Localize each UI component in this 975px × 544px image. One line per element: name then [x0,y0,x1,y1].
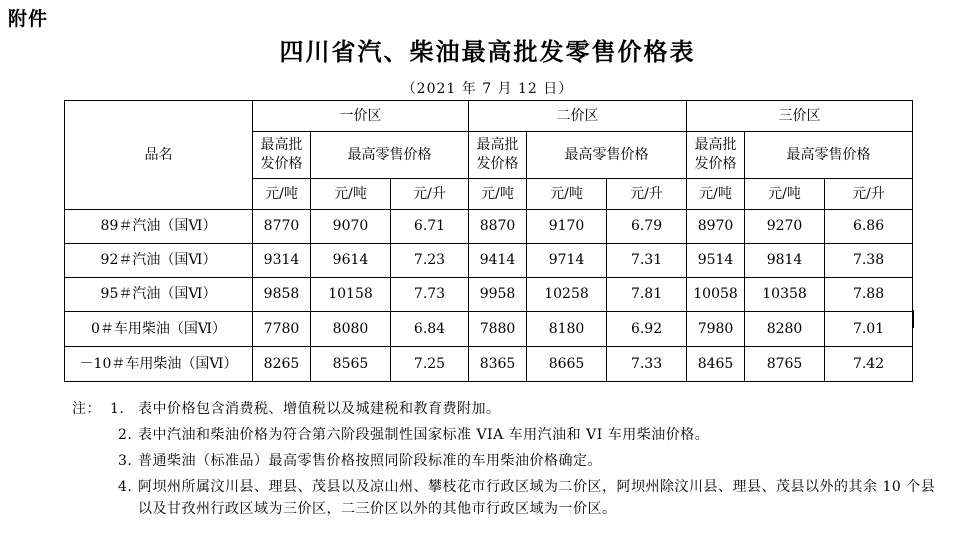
price-cell: 8665 [527,347,607,382]
note-item [72,398,940,420]
table-row [65,210,913,244]
unit-cell: 元/升 [825,179,913,210]
text-cursor [912,310,914,328]
unit-cell: 元/吨 [527,179,607,210]
price-cell: 7980 [687,312,745,347]
price-cell: 7.88 [825,278,913,312]
note-number: 1. [110,401,125,417]
price-cell: 8770 [253,210,311,244]
price-cell: 8970 [687,210,745,244]
note-text: 表中汽油和柴油价格为符合第六阶段强制性国家标准 VIA 车用汽油和 VI 车用柴油价格。 [138,427,710,443]
price-cell: 7.42 [825,347,913,382]
price-cell: 9714 [527,244,607,278]
product-name: 92＃汽油（国Ⅵ） [65,244,253,278]
note-text: 普通柴油（标准品）最高零售价格按照同阶段标准的车用柴油价格确定。 [138,453,602,469]
wholesale-header-label: 最高批发价格 [260,137,303,172]
price-cell: 9514 [687,244,745,278]
price-table [64,100,913,382]
table-row [65,347,913,382]
price-cell: 7.38 [825,244,913,278]
unit-cell: 元/升 [607,179,687,210]
region-header-2: 二价区 [469,101,687,132]
price-cell: 8280 [745,312,825,347]
wholesale-header [687,132,745,179]
price-cell: 9814 [745,244,825,278]
attachment-label: 附件 [8,8,49,30]
note-number: 2. [118,427,133,443]
table-row [65,312,913,347]
notes-lead: 注： [72,401,101,417]
note-text: 表中价格包含消费税、增值税以及城建税和教育费附加。 [138,401,501,417]
price-cell: 9614 [311,244,391,278]
retail-header: 最高零售价格 [527,132,687,179]
region-header-1: 一价区 [253,101,469,132]
wholesale-header [469,132,527,179]
product-name: －10＃车用柴油（国Ⅵ） [65,347,253,382]
price-cell: 6.79 [607,210,687,244]
price-cell: 8765 [745,347,825,382]
product-name: 89＃汽油（国Ⅵ） [65,210,253,244]
price-cell: 8365 [469,347,527,382]
price-cell: 8465 [687,347,745,382]
price-cell: 9170 [527,210,607,244]
price-cell: 8180 [527,312,607,347]
note-number: 4. [118,479,133,495]
price-cell: 7.81 [607,278,687,312]
price-cell: 8565 [311,347,391,382]
note-item [80,450,940,472]
price-cell: 6.84 [391,312,469,347]
unit-cell: 元/吨 [687,179,745,210]
price-cell: 9314 [253,244,311,278]
price-cell: 6.92 [607,312,687,347]
price-cell: 7.33 [607,347,687,382]
price-cell: 7780 [253,312,311,347]
price-cell: 9958 [469,278,527,312]
price-cell: 8870 [469,210,527,244]
price-cell: 9070 [311,210,391,244]
unit-cell: 元/吨 [253,179,311,210]
page-title: 四川省汽、柴油最高批发零售价格表 [279,38,696,66]
retail-header: 最高零售价格 [311,132,469,179]
price-cell: 10358 [745,278,825,312]
price-cell: 7.01 [825,312,913,347]
note-number: 3. [118,453,133,469]
retail-header: 最高零售价格 [745,132,913,179]
price-cell: 9270 [745,210,825,244]
table-row [65,278,913,312]
price-cell: 8265 [253,347,311,382]
wholesale-header-label: 最高批发价格 [694,137,737,172]
document-date: （2021 年 7 月 12 日） [401,81,574,97]
unit-cell: 元/升 [391,179,469,210]
table-row [65,244,913,278]
unit-cell: 元/吨 [469,179,527,210]
price-cell: 9414 [469,244,527,278]
product-header: 品名 [65,101,253,210]
price-cell: 7.73 [391,278,469,312]
product-name: 95＃汽油（国Ⅵ） [65,278,253,312]
unit-cell: 元/吨 [745,179,825,210]
notes-section [72,398,940,524]
unit-cell: 元/吨 [311,179,391,210]
note-text: 阿坝州所属汶川县、理县、茂县以及凉山州、攀枝花市行政区域为二价区，阿坝州除汶川县、理县、茂县以外的其余 10 个县以及甘孜州行政区域为三价区，二三价区以外的其他市行政区域为一价区。 [138,479,936,517]
price-cell: 7880 [469,312,527,347]
price-cell: 7.31 [607,244,687,278]
note-item [80,424,940,446]
price-cell: 6.86 [825,210,913,244]
price-cell: 7.25 [391,347,469,382]
price-cell: 10258 [527,278,607,312]
price-cell: 10158 [311,278,391,312]
price-cell: 8080 [311,312,391,347]
price-cell: 10058 [687,278,745,312]
price-cell: 7.23 [391,244,469,278]
note-item [80,476,940,520]
wholesale-header [253,132,311,179]
region-header-3: 三价区 [687,101,913,132]
price-cell: 9858 [253,278,311,312]
product-name: 0＃车用柴油（国Ⅵ） [65,312,253,347]
price-cell: 6.71 [391,210,469,244]
wholesale-header-label: 最高批发价格 [476,137,519,172]
